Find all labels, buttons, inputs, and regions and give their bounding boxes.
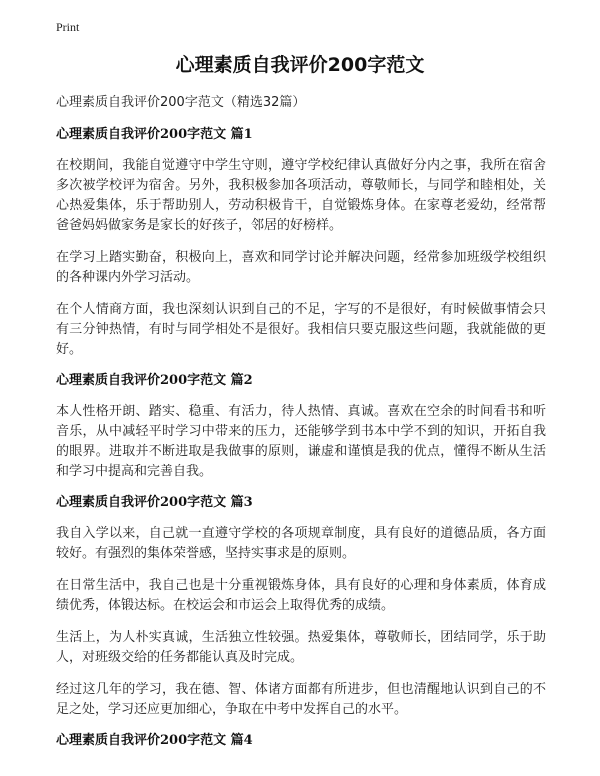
section-heading: 心理素质自我评价200字范文 篇1 [56,127,253,142]
article-subtitle: 心理素质自我评价200字范文（精选32篇） [56,95,306,110]
section-2 [56,372,546,482]
paragraph: 我自入学以来，自己就一直遵守学校的各项规章制度，具有良好的道德品质，各方面较好。有强烈的集体荣誉感，坚持实事求是的原则。 [56,526,546,561]
paragraph: 本人性格开朗、踏实、稳重、有活力，待人热情、真诚。喜欢在空余的时间看书和听音乐，从中减轻平时学习中带来的压力，还能够学到书本中学不到的知识，开拓自我的眼界。进取并不断进取是我做事的原则，谦虚和谨慎是我的优点，懂得不断从生活和学习中提高和完善自我。 [56,404,546,479]
print-link[interactable]: Print [56,20,80,34]
section-1 [56,126,546,360]
paragraph: 在学习上踏实勤奋，积极向上，喜欢和同学讨论并解决问题，经常参加班级学校组织的各种课内外学习活动。 [56,250,546,285]
paragraph: 生活上，为人朴实真诚，生活独立性较强。热爱集体，尊敬师长，团结同学，乐于助人，对班级交给的任务都能认真及时完成。 [56,630,546,665]
paragraph: 在校期间，我能自觉遵守中学生守则，遵守学校纪律认真做好分内之事，我所在宿舍多次被学校评为宿舍。另外，我积极参加各项活动，尊敬师长，与同学和睦相处，关心热爱集体，乐于帮助别人，劳动积极肯干，自觉锻炼身体。在家尊老爱幼，经常帮爸爸妈妈做家务是家长的好孩子，邻居的好榜样。 [56,158,546,233]
page-title: 心理素质自我评价200字范文 [175,54,425,76]
section-3 [56,494,546,720]
paragraph: 在日常生活中，我自己也是十分重视锻炼身体，具有良好的心理和身体素质，体育成绩优秀，体锻达标。在校运会和市运会上取得优秀的成绩。 [56,578,546,613]
paragraph: 在个人情商方面，我也深刻认识到自己的不足，字写的不是很好，有时候做事情会只有三分钟热情，有时与同学相处不是很好。我相信只要克服这些问题，我就能做的更好。 [56,302,546,357]
paragraph: 经过这几年的学习，我在德、智、体诸方面都有所进步，但也清醒地认识到自己的不足之处，学习还应更加细心，争取在中考中发挥自己的水平。 [56,682,546,717]
section-heading: 心理素质自我评价200字范文 篇3 [56,495,253,510]
section-heading: 心理素质自我评价200字范文 篇4 [56,733,253,748]
article-body [56,94,546,762]
section-4 [56,732,546,750]
section-heading: 心理素质自我评价200字范文 篇2 [56,373,253,388]
